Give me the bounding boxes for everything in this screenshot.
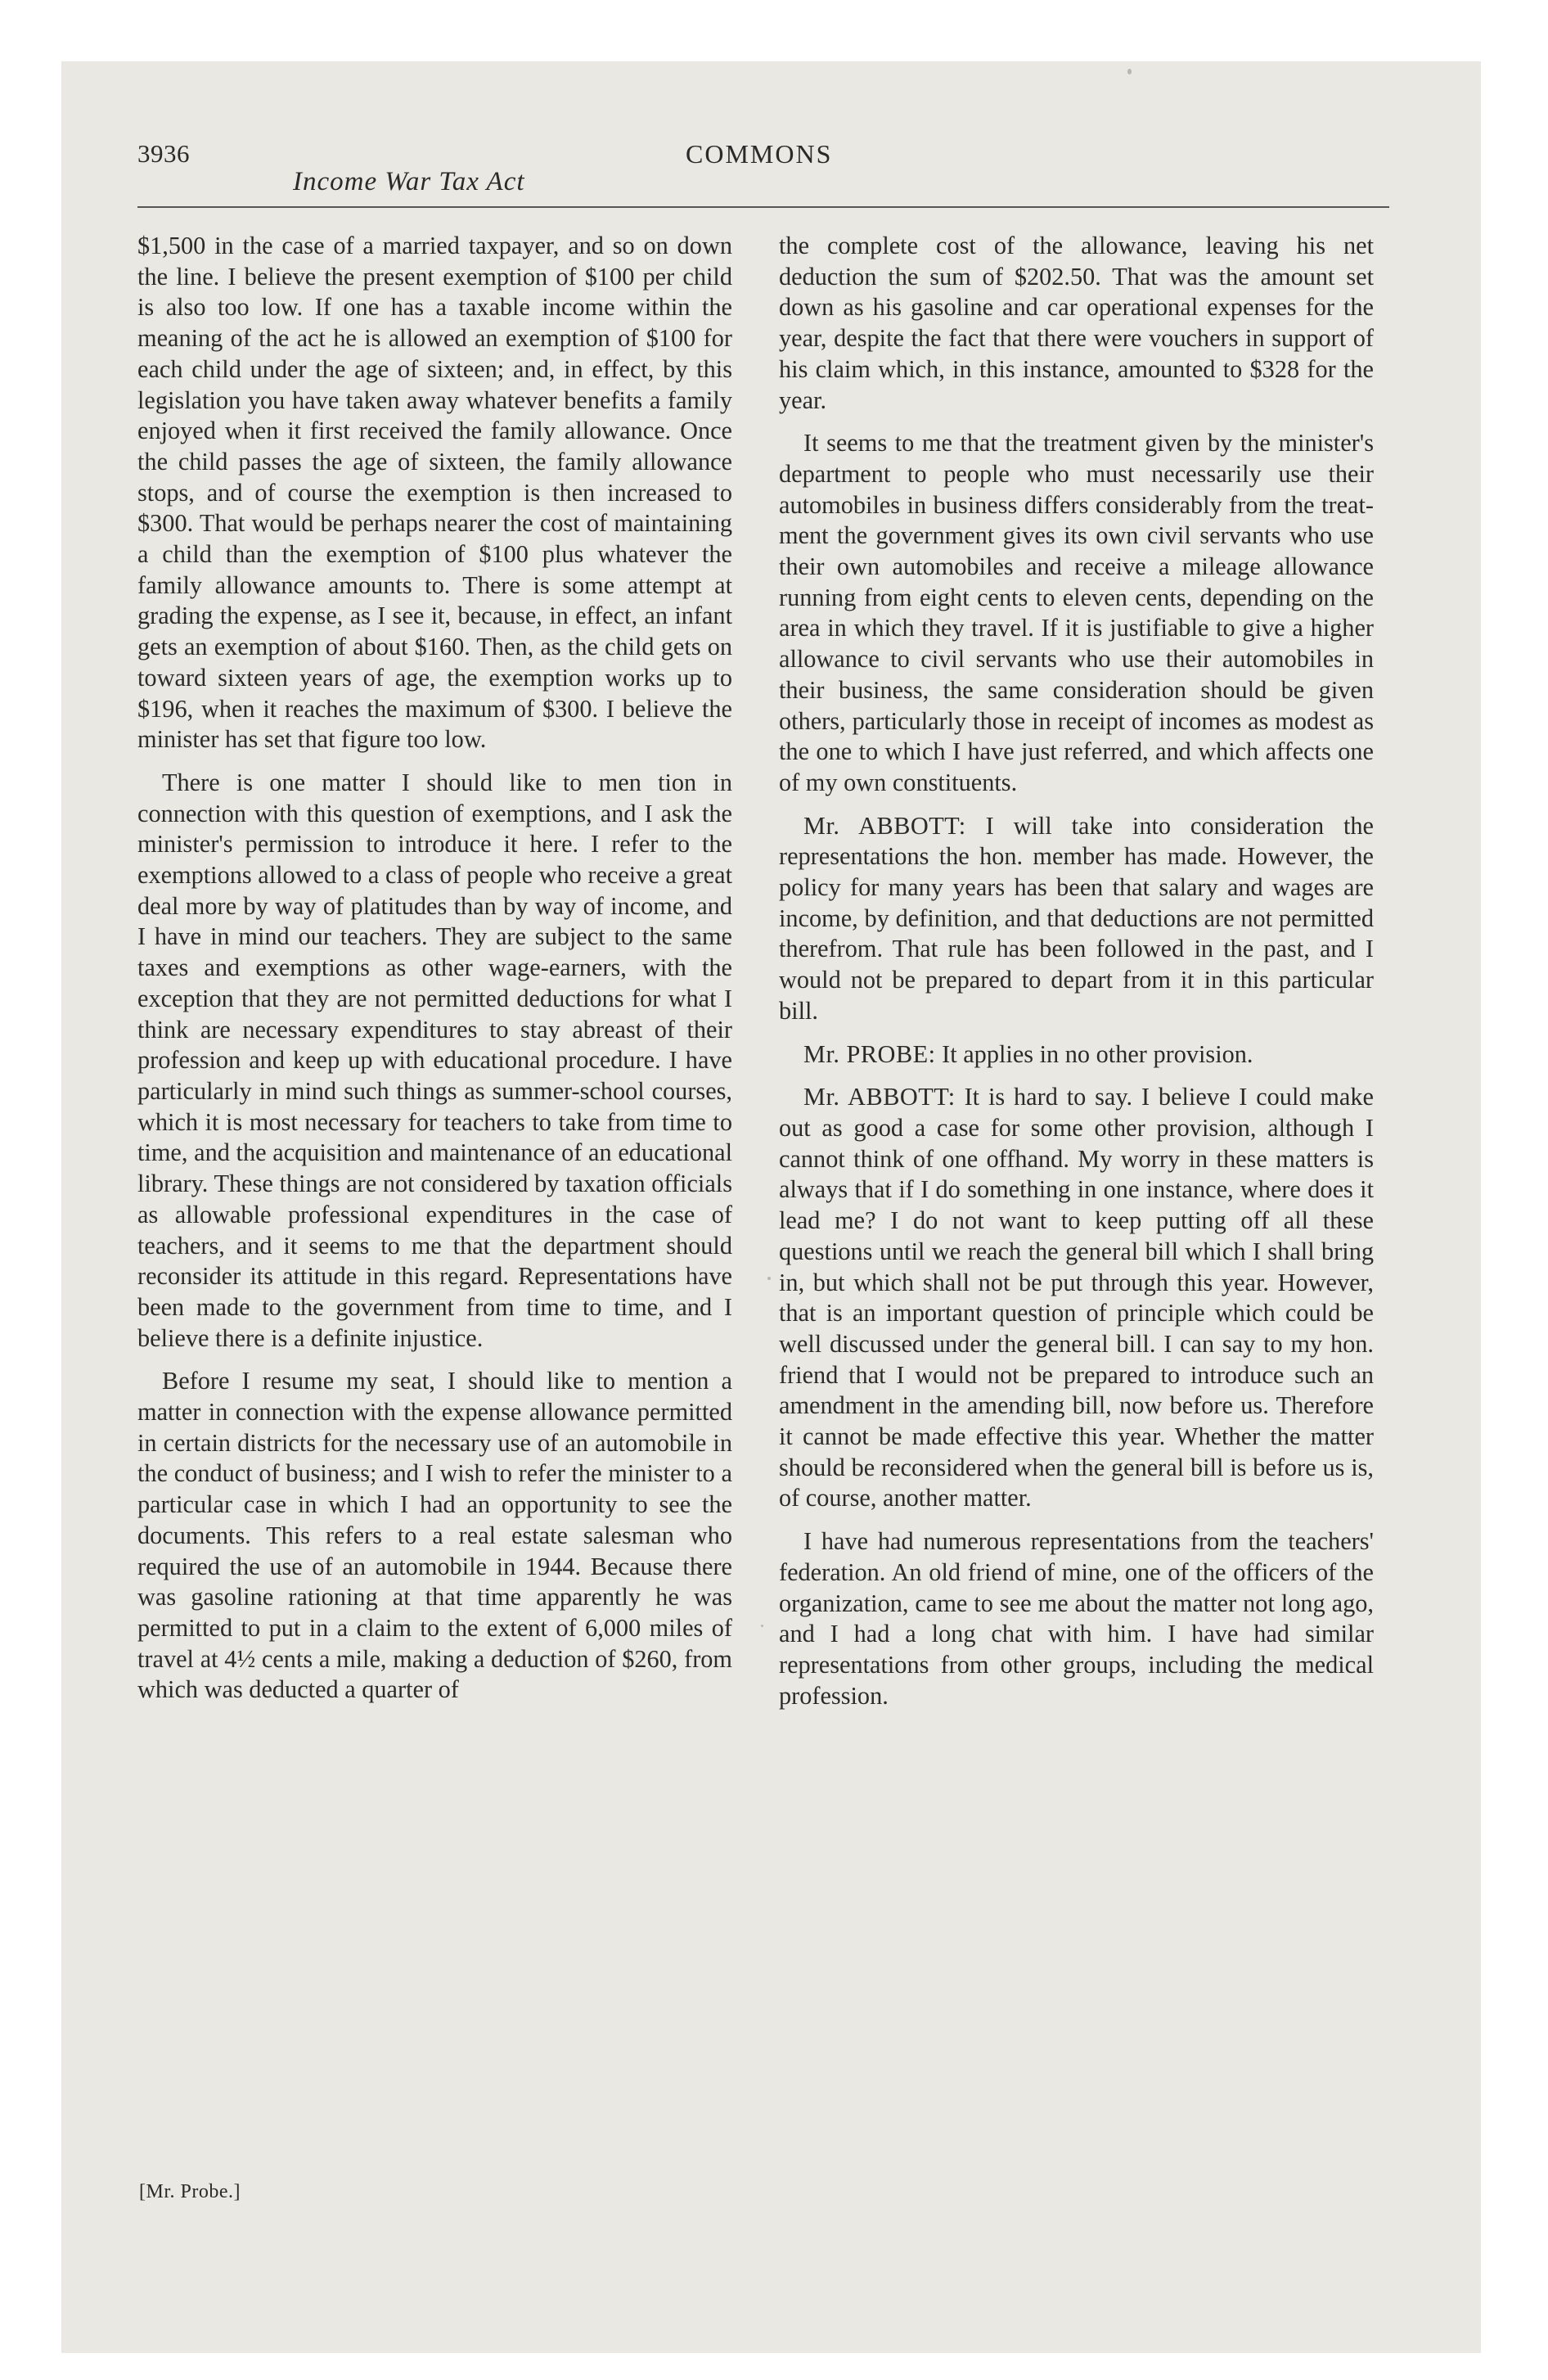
speech-text: I will take into consideration the representations the hon. member has made. However, the policy for many years has been that salary and wages are income, by definition, and that deductions are not permitted therefrom. That rule has been followed in the past, and I would not be prepared to depart from it in this particular bill. — [779, 811, 1374, 1025]
paragraph: the complete cost of the allowance, leaving his net deduction the sum of $202.50. That was the amount set down as his gasoline and car operational expenses for the year, despite the fact that there were vouchers in support of his claim which, in this instance, amounted to $328 for the year. — [779, 232, 1374, 414]
speech-abbott-2 — [779, 1082, 1374, 1514]
speaker-name: Mr. ABBOTT: — [803, 811, 966, 840]
scan-speck — [1127, 69, 1132, 74]
chamber-title: COMMONS — [686, 139, 833, 169]
running-title: Income War Tax Act — [293, 167, 525, 196]
speech-probe — [779, 1039, 1374, 1071]
paragraph: Before I resume my seat, I should like to mention a matter in connection with the expense allowance permitted in certain districts for the necessary use of an automobile in the conduct of business; and I wish to refer the minister to a particular case in which I had an opportunity to see the documents. This refers to a real estate salesman who required the use of an automobile in 1944. Because there was gasoline rationing at that time apparently he was permitted to put in a claim to the extent of 6,000 miles of travel at 4½ cents a mile, making a deduction of $260, from which was deducted a quarter of — [137, 1367, 732, 1704]
scan-speck — [767, 1277, 771, 1280]
paragraph: It seems to me that the treatment given by the minister's department to people who must necessarily use their automobiles in business differs considerably from the treatment the government gives its own civil servants who use their own automobiles and receive a mileage allowance running from eight cents to eleven cents, depending on the area in which they travel. If it is justifiable to give a higher allowance to civil servants who use their automobiles in their business, the same consideration should be given others, particularly those in receipt of incomes as modest as the one to which I have just referred, and which affects one of my own constituents. — [779, 429, 1374, 796]
speaker-name: Mr. PROBE: — [803, 1039, 936, 1068]
right-column — [779, 231, 1374, 1724]
speech-text: It applies in no other provision. — [942, 1039, 1253, 1068]
page-number: 3936 — [137, 139, 190, 168]
speaker-name: Mr. ABBOTT: — [803, 1083, 956, 1111]
page-header — [137, 131, 1389, 205]
footer-attribution: [Mr. Probe.] — [139, 2181, 241, 2202]
speech-abbott-1 — [779, 811, 1374, 1027]
paragraph: I have had numerous representations from the teachers' federation. An old friend of mine, one of the officers of the organization, came to see me about the matter not long ago, and I had a long chat with him. I have had similar representations from other groups, including the medical profession. — [779, 1527, 1374, 1710]
header-rule — [137, 206, 1389, 208]
scan-speck — [761, 1625, 763, 1627]
paragraph: $1,500 in the case of a married taxpayer, and so on down the line. I believe the present exemption of $100 per child is also too low. If one has a taxable income within the meaning of the act he is allowed an exemption of $100 for each child under the age of sixteen; and, in effect, by this legislation you have taken away whatever benefits a family enjoyed when it first received the family allowance. Once the child passes the age of sixteen, the family allowance stops, and of course the exemption is then increased to $300. That would be perhaps nearer the cost of maintaining a child than the exemption of $100 plus whatever the family allowance amounts to. There is some attempt at grading the expense, as I see it, because, in effect, an infant gets an exemption of about $160. Then, as the child gets on toward sixteen years of age, the exemption works up to $196, when it reaches the maximum of $300. I believe the minister has set that figure too low. — [137, 232, 732, 754]
left-column — [137, 231, 732, 1718]
speech-text: It is hard to say. I believe I could make out as good a case for some other provision, although I cannot think of one offhand. My worry in these matters is always that if I do something in one instance, where does it lead me? I do not want to keep putting off all these questions until we reach the general bill which I shall bring in, but which shall not be put through this year. However, that is an important question of principle which could be well discussed under the general bill. I can say to my hon. friend that I would not be prepared to introduce such an amendment in the amending bill, now before us. Therefore it cannot be made effective this year. Whether the matter should be reconsidered when the general bill is before us is, of course, another matter. — [779, 1083, 1374, 1512]
paragraph: There is one matter I should like to men tion in connection with this question of exemptions, and I ask the minister's permission to introduce it here. I refer to the exemptions allowed to a class of people who receive a great deal more by way of platitudes than by way of income, and I have in mind our teachers. They are subject to the same taxes and exemptions as other wage-earners, with the exception that they are not permitted deductions for what I think are necessary expenditures to stay abreast of their profession and keep up with educational procedure. I have particularly in mind such things as summer-school courses, which it is most necessary for teachers to take from time to time, and the acquisition and maintenance of an educational library. These things are not considered by taxation officials as allowable professional expenditures in the case of teachers, and it seems to me that the department should reconsider its attitude in this regard. Representations have been made to the government from time to time, and I believe there is a definite injustice. — [137, 768, 732, 1352]
